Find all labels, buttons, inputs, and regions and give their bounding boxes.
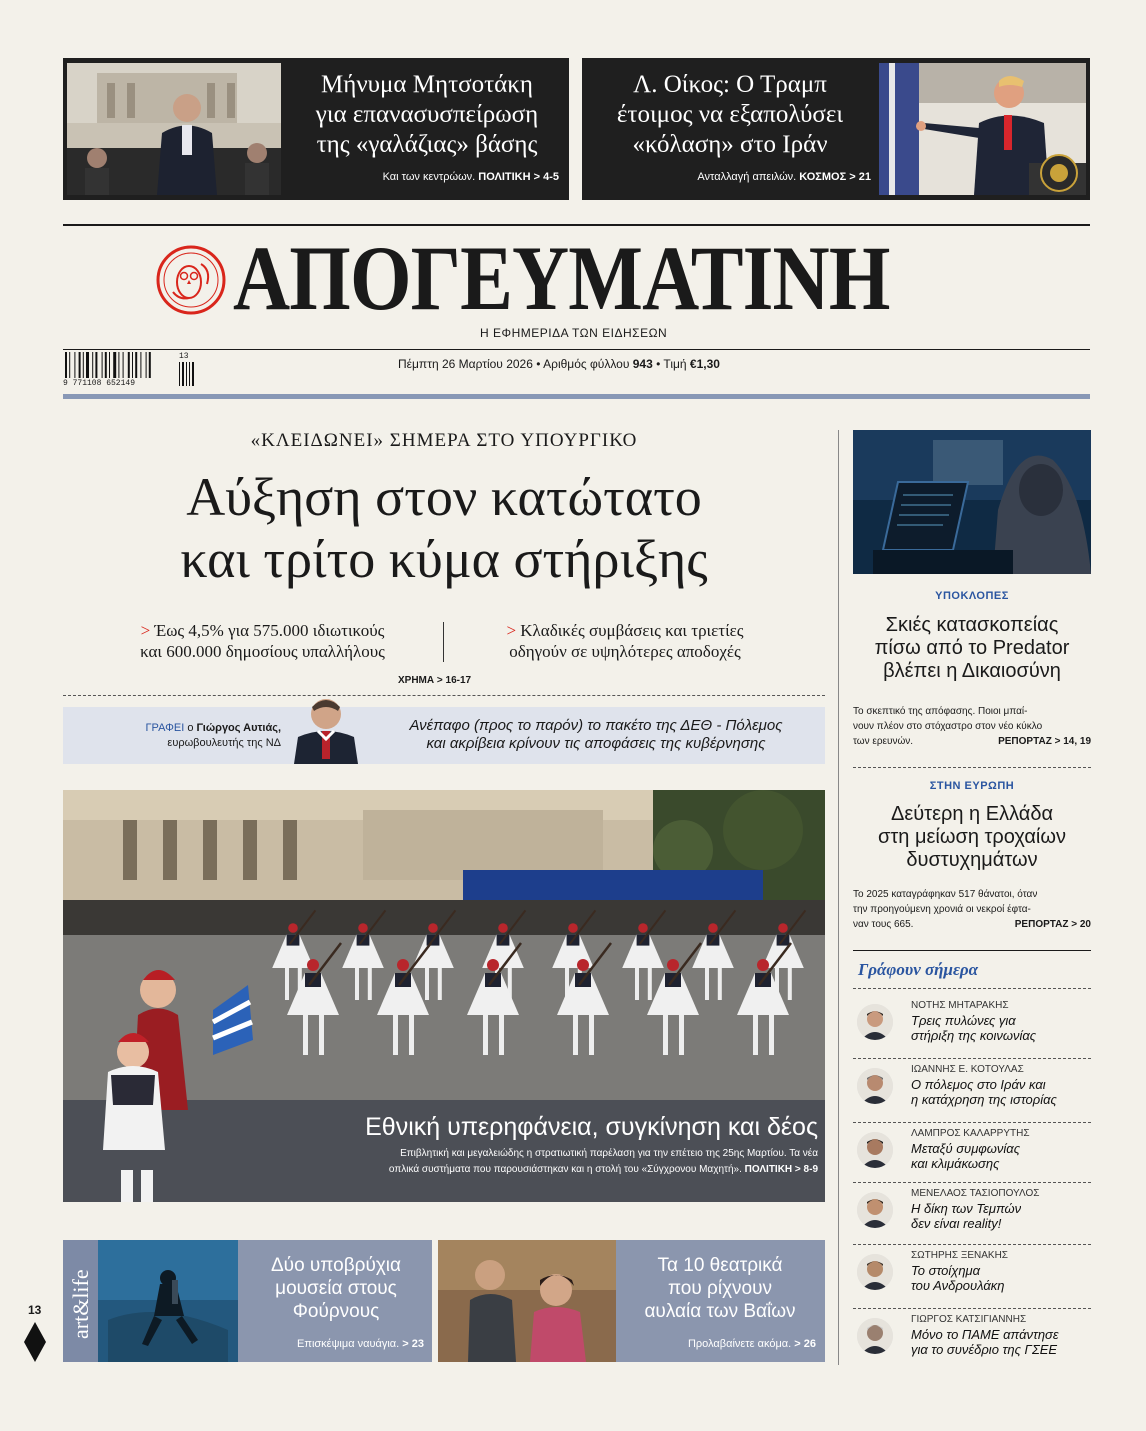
writer-title-line: Τρεις πυλώνες για: [911, 1013, 1016, 1028]
story1-text-line: νουν πλέον στο στόχαστρο στον νέο κύκλο: [853, 721, 1043, 732]
sidebar-divider: [838, 430, 839, 1365]
writer-title-line: του Ανδρουλάκη: [911, 1278, 1005, 1293]
op-ed-author: Γιώργος Αυτιάς,: [196, 722, 281, 734]
dateline-text: Πέμπτη 26 Μαρτίου 2026 • Αριθμός φύλλου: [398, 357, 630, 371]
writer-title-line: η κατάχρηση της ιστορίας: [911, 1092, 1057, 1107]
writer-title-line: στήριξη της κοινωνίας: [911, 1028, 1037, 1043]
writers-heading-rule: [853, 988, 1091, 989]
actors-photo: [438, 1240, 616, 1362]
parade-caption: [248, 1112, 818, 1178]
writer-name: ΓΙΩΡΓΟΣ ΚΑΤΣΙΓΙΑΝΝΗΣ: [911, 1314, 1027, 1325]
parade-caption-text: οπλικά συστήματα που παρουσιάστηκαν και η στολή του «Σύγχρονου Μαχητή».: [388, 1164, 742, 1175]
diver-photo: [98, 1240, 238, 1362]
teaser-title-line: Λ. Οίκος: Ο Τραμπ: [633, 71, 827, 98]
writer-item[interactable]: [853, 1064, 1093, 1120]
lead-ref[interactable]: ΧΡΗΜΑ > 16-17: [398, 675, 472, 686]
mitsotakis-photo: [67, 63, 281, 195]
story1-headline-line: Σκιές κατασκοπείας: [885, 614, 1059, 636]
masthead-logo-icon: [155, 244, 227, 316]
bullet-line: Κλαδικές συμβάσεις και τριετίες: [520, 621, 744, 640]
box2-sub: [620, 1338, 816, 1350]
bottom-box-theatre[interactable]: [438, 1240, 825, 1362]
bottom-box-museums[interactable]: [98, 1240, 432, 1362]
writer-article-title: [911, 1077, 1093, 1107]
story2-kicker: ΣΤΗΝ ΕΥΡΩΠΗ: [929, 780, 1015, 792]
lead-headline-line: και τρίτο κύμα στήριξης: [180, 529, 708, 589]
writer-avatar: [857, 1192, 893, 1228]
story1-kicker: ΥΠΟΚΛΟΠΕΣ: [935, 590, 1009, 602]
writer-title-line: Η δίκη των Τεμπών: [911, 1201, 1022, 1216]
story1-ref: ΡΕΠΟΡΤΑΖ > 14, 19: [998, 736, 1091, 747]
writers-rule: [853, 950, 1091, 951]
story2-headline-line: δυστυχημάτων: [906, 849, 1038, 871]
teaser-title-line: Μήνυμα Μητσοτάκη: [321, 71, 533, 98]
bullet-line: Έως 4,5% για 575.000 ιδιωτικούς: [154, 621, 385, 640]
box1-sub-text: Επισκέψιμα ναυάγια.: [297, 1338, 400, 1350]
writer-name: ΝΟΤΗΣ ΜΗΤΑΡΑΚΗΣ: [911, 1000, 1009, 1011]
lead-headline-line: Αύξηση στον κατώτατο: [186, 467, 702, 527]
price-label: • Τιμή: [656, 357, 687, 371]
box1-title-line: Δύο υποβρύχια: [270, 1255, 402, 1276]
box2-title-line: που ρίχνουν: [667, 1278, 773, 1299]
parade-caption-title: Εθνική υπερηφάνεια, συγκίνηση και δέος: [365, 1113, 818, 1141]
box1-title-line: Φούρνους: [292, 1301, 380, 1322]
writer-title-line: για το συνέδριο της ΓΣΕΕ: [911, 1342, 1058, 1357]
writer-item[interactable]: [853, 1188, 1093, 1244]
writer-separator: [853, 1058, 1091, 1059]
story1-text: [853, 704, 1091, 749]
box1-title-line: μουσεία στους: [275, 1278, 397, 1299]
teaser-title-line: «κόλαση» στο Ιράν: [632, 131, 828, 158]
writer-article-title: [911, 1013, 1093, 1043]
bullet-line: οδηγούν σε υψηλότερες αποδοχές: [509, 642, 741, 661]
story2-headline-line: στη μείωση τροχαίων: [878, 826, 1066, 848]
op-ed-role: ευρωβουλευτής της ΝΔ: [167, 737, 281, 749]
dateline: [398, 357, 720, 371]
writer-article-title: [911, 1201, 1093, 1231]
box1-ref: > 23: [402, 1338, 424, 1350]
box2-title-line: αυλαία των Βαΐων: [644, 1301, 796, 1322]
writer-article-title: [911, 1141, 1093, 1171]
masthead-tagline: Η ΕΦΗΜΕΡΙΔΑ ΤΩΝ ΕΙΔΗΣΕΩΝ: [480, 326, 668, 340]
writer-avatar: [857, 1068, 893, 1104]
parade-caption-text: Επιβλητική και μεγαλειώδης η στρατιωτική παρέλαση για την επέτειο της 25ης Μαρτίου. Τα νέα: [400, 1148, 818, 1159]
writer-separator: [853, 1182, 1091, 1183]
parade-photo[interactable]: [63, 790, 825, 1202]
autias-photo: [276, 689, 376, 764]
op-ed-strip[interactable]: [63, 707, 825, 764]
writer-title-line: Ο πόλεμος στο Ιράν και: [911, 1077, 1046, 1092]
bullet-divider: [443, 622, 444, 662]
writer-title-line: Μεταξύ συμφωνίας: [911, 1141, 1021, 1156]
lead-headline[interactable]: [63, 466, 825, 590]
issue-number: 943: [632, 357, 653, 371]
writer-name: ΜΕΝΕΛΑΟΣ ΤΑΣΙΟΠΟΥΛΟΣ: [911, 1188, 1040, 1199]
writer-name: ΙΩΑΝΝΗΣ Ε. ΚΟΤΟΥΛΑΣ: [911, 1064, 1024, 1075]
top-teaser-world[interactable]: [582, 58, 1090, 200]
sidebar-dotted-rule: [853, 767, 1091, 768]
story2-headline[interactable]: [853, 803, 1091, 872]
story2-headline-line: Δεύτερη η Ελλάδα: [890, 803, 1054, 825]
writer-separator: [853, 1244, 1091, 1245]
box2-title: [620, 1254, 820, 1323]
top-teaser-politics[interactable]: [63, 58, 569, 200]
op-ed-text-line: και ακρίβεια κρίνουν τις αποφάσεις της κυβέρνησης: [426, 735, 766, 752]
teaser-ref: ΚΟΣΜΟΣ > 21: [799, 171, 871, 183]
writer-avatar: [857, 1004, 893, 1040]
writer-title-line: και κλιμάκωσης: [911, 1156, 1000, 1171]
writer-item[interactable]: [853, 1314, 1093, 1370]
story1-text-line: Το σκεπτικό της απόφασης. Ποιοι μπαί-: [853, 706, 1028, 717]
masthead-top-rule: [63, 224, 1090, 226]
lead-dotted-rule: [63, 695, 825, 696]
section-label-art-life: [63, 1240, 98, 1362]
op-ed-label: ΓΡΑΦΕΙ: [145, 722, 185, 734]
lead-kicker: «ΚΛΕΙΔΩΝΕΙ» ΣΗΜΕΡΑ ΣΤΟ ΥΠΟΥΡΓΙΚΟ: [250, 430, 638, 451]
writer-avatar: [857, 1132, 893, 1168]
masthead-bottom-band: [63, 394, 1090, 399]
bullet-line: και 600.000 δημοσίους υπαλλήλους: [140, 642, 385, 661]
lead-bullet-left: [95, 620, 430, 662]
section-label-text: art&life: [68, 1269, 93, 1339]
teaser-ref: ΠΟΛΙΤΙΚΗ > 4-5: [478, 171, 559, 183]
story2-text-line: την προηγούμενη χρονιά οι νεκροί έφτα-: [853, 904, 1031, 915]
story1-text-line: των ερευνών.: [853, 736, 914, 747]
writer-item[interactable]: [853, 1000, 1093, 1056]
box2-sub-text: Προλαβαίνετε ακόμα.: [687, 1338, 792, 1350]
writer-avatar: [857, 1254, 893, 1290]
writer-title-line: δεν είναι reality!: [911, 1216, 1002, 1231]
masthead-title: ΑΠΟΓΕΥΜΑΤΙΝΗ: [233, 227, 890, 329]
writer-separator: [853, 1308, 1091, 1309]
story2-ref: ΡΕΠΟΡΤΑΖ > 20: [1014, 919, 1091, 930]
writer-separator: [853, 1122, 1091, 1123]
box2-ref: > 26: [794, 1338, 816, 1350]
barcode-issue: 13: [179, 352, 189, 361]
story1-headline[interactable]: [853, 614, 1091, 683]
page-number: 13: [28, 1303, 42, 1317]
parade-caption-ref: ΠΟΛΙΤΙΚΗ > 8-9: [744, 1164, 818, 1175]
writer-title-line: Μόνο το ΠΑΜΕ απάντησε: [911, 1327, 1059, 1342]
writer-name: ΛΑΜΠΡΟΣ ΚΑΛΑΡΡΥΤΗΣ: [911, 1128, 1030, 1139]
trump-photo: [879, 63, 1086, 195]
writer-item[interactable]: [853, 1128, 1093, 1184]
story1-headline-line: πίσω από το Predator: [874, 637, 1070, 659]
writer-name: ΣΩΤΗΡΗΣ ΞΕΝΑΚΗΣ: [911, 1250, 1008, 1261]
teaser-sub: Και των κεντρώων.: [382, 171, 476, 183]
writer-avatar: [857, 1318, 893, 1354]
writer-title-line: Το στοίχημα: [911, 1263, 981, 1278]
barcode: [63, 352, 201, 388]
story2-text-line: Το 2025 καταγράφηκαν 517 θάνατοι, όταν: [853, 889, 1038, 900]
story1-headline-line: βλέπει η Δικαιοσύνη: [883, 660, 1061, 682]
op-ed-text: [381, 717, 811, 753]
hacker-photo[interactable]: [853, 430, 1091, 574]
op-ed-text-line: Ανέπαφο (προς το παρόν) το πακέτο της ΔΕΘ - Πόλεμος: [409, 717, 783, 734]
box1-title: [246, 1254, 426, 1323]
lead-bullet-right: [455, 620, 795, 662]
barcode-number: 9 771108 652149: [63, 379, 136, 388]
diamond-icon: [24, 1322, 46, 1362]
teaser-sub: Ανταλλαγή απειλών.: [697, 171, 797, 183]
teaser-title-line: έτοιμος να εξαπολύσει: [616, 101, 844, 128]
story2-text: [853, 887, 1091, 932]
teaser-title-line: για επανασυσπείρωση: [315, 101, 539, 128]
op-ed-byline: [71, 721, 281, 751]
chevron-right-icon: >: [506, 621, 517, 640]
chevron-right-icon: >: [140, 621, 151, 640]
teaser-title-line: της «γαλάζιας» βάσης: [316, 131, 538, 158]
story2-text-line: ναν τους 665.: [853, 919, 914, 930]
masthead-mid-rule: [63, 349, 1090, 350]
writers-heading: Γράφουν σήμερα: [858, 960, 979, 979]
writer-article-title: [911, 1327, 1093, 1357]
writer-item[interactable]: [853, 1250, 1093, 1306]
price: €1,30: [689, 357, 720, 371]
writer-article-title: [911, 1263, 1093, 1293]
op-ed-prefix: ο: [187, 722, 194, 734]
box1-sub: [246, 1338, 424, 1350]
box2-title-line: Τα 10 θεατρικά: [657, 1255, 783, 1276]
